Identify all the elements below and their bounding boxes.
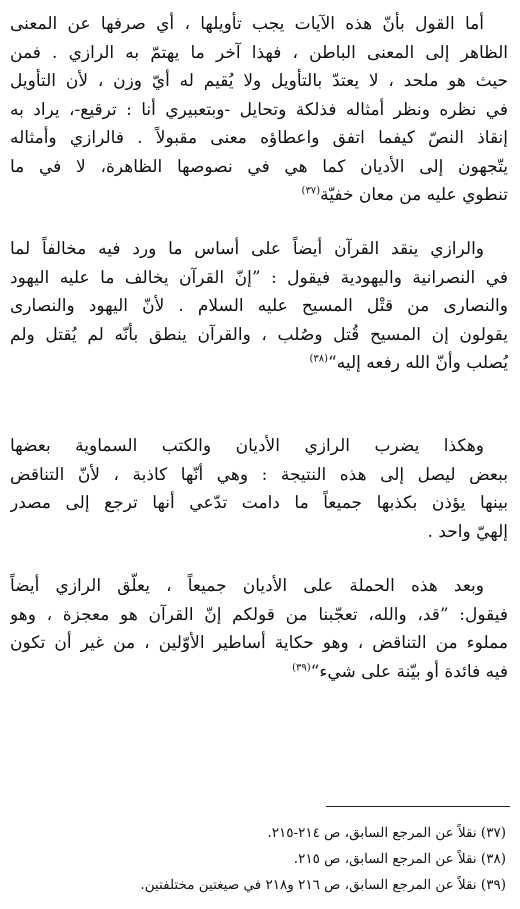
text-line: في النصرانية واليهودية فيقول : ”إنّ القرآن يخالف ما عليه اليهود xyxy=(10,267,508,288)
text-line: بينها يؤذن بكذبها جميعاً ما دامت تدّعي أنها ترجع إلى مصدر xyxy=(10,493,508,513)
text-line: ببعض ليصل إلى هذه النتيجة : وهي أنّها كاذبة ، لأنّ التناقض xyxy=(10,464,508,485)
text-line-content: يُصلب وأنّ الله رفعه إليه“ xyxy=(328,353,508,373)
text-line-last xyxy=(10,658,508,687)
text-line: فيقول: ”قد، والله، تعجّبنا من قولكم إنّ القرآن هو معجزة ، وهو xyxy=(10,604,508,625)
footnote-37: (٣٧) نقلاً عن المرجع السابق، ص ٢١٤-٢١٥. xyxy=(267,825,506,841)
text-line: الظاهر إلى المعنى الباطن ، فهذا آخر ما يهتمّ به الرازي . فمن xyxy=(10,42,508,63)
text-line-content: تنطوي عليه من معان خفيّة xyxy=(320,185,508,205)
text-line: يتّجهون إلى الأديان كما هي في نصوصها الظاهرة، لا في ما xyxy=(10,156,508,177)
text-line-last: إلهيّ واحد . xyxy=(427,521,508,542)
text-line: والنصارى من قتْل المسيح عليه السلام . لأنّ اليهود والنصارى xyxy=(10,296,508,316)
text-line: يقولون إن المسيح قُتل وصُلب ، والقرآن ينطق بأنّه لم يُقتل ولم xyxy=(10,324,508,345)
paragraph-1 xyxy=(10,10,508,210)
text-line: وهكذا يضرب الرازي الأديان والكتب السماوية بعضها xyxy=(10,436,484,456)
text-line-last xyxy=(10,349,508,378)
paragraph-2 xyxy=(10,235,508,378)
text-line: وبعد هذه الحملة على الأديان جميعاً ، يعلّق الرازي أيضاً xyxy=(10,576,484,596)
paragraph-4 xyxy=(10,572,508,686)
footnote-39: (٣٩) نقلاً عن المرجع السابق، ص ٢١٦ و٢١٨ في صيغتين مختلفتين. xyxy=(140,877,506,893)
text-line: حيث هو ملحد ، لا يعتدّ بالتأويل ولا يُقيم له أيّ وزن ، لأن التأويل xyxy=(10,71,508,91)
text-line: والرازي ينقد القرآن أيضاً على أساس ما ورد فيه مخالفاً لما xyxy=(10,239,484,259)
text-line-last xyxy=(10,181,508,210)
text-line: في نظره ونظر أمثاله فذلكة وتحايل -وبتعبيري أنا : ترقيع-، يراد به xyxy=(10,99,508,120)
footnote-ref-39: (٣٩) xyxy=(292,661,311,673)
footnote-ref-37: (٣٧) xyxy=(301,185,321,197)
footnote-separator xyxy=(326,806,510,807)
paragraph-3 xyxy=(10,432,508,546)
footnote-38: (٣٨) نقلاً عن المرجع السابق، ص ٢١٥. xyxy=(293,851,506,867)
text-line: مملوء من التناقض ، وهو حكاية أساطير الأوّلين ، من غير أن تكون xyxy=(10,633,508,653)
text-line: إنقاذ النصّ كيفما اتفق واعطاؤه معنى مقبولاً . فالرازي وأمثاله xyxy=(10,128,508,148)
footnote-ref-38: (٣٨) xyxy=(309,353,329,365)
text-line: أما القول بأنّ هذه الآيات يجب تأويلها ، أي صرفها عن المعنى xyxy=(10,14,484,34)
footnotes xyxy=(10,820,506,898)
text-line-content: فيه فائدة أو بيّنة على شيء“ xyxy=(310,661,508,682)
